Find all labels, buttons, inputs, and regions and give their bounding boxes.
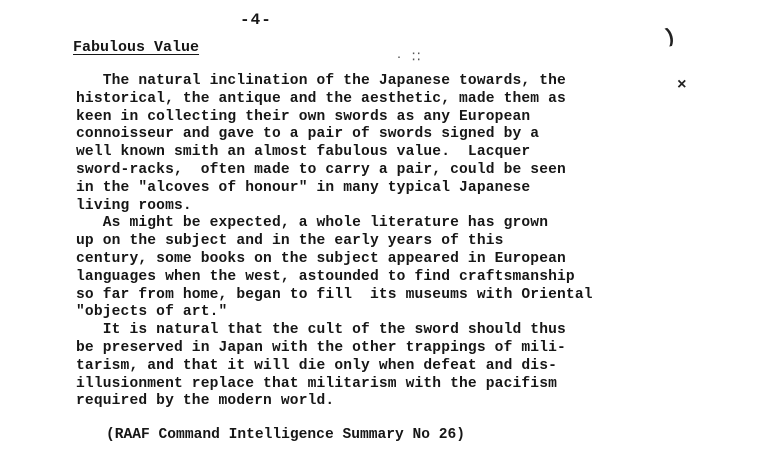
text-line: century, some books on the subject appeared in European (76, 250, 566, 267)
text-line: living rooms. (76, 197, 192, 214)
text-line: illusionment replace that militarism with the pacifism (76, 375, 558, 392)
margin-mark: × (677, 76, 687, 94)
body-text (76, 73, 676, 411)
text-line: well known smith an almost fabulous value. Lacquer (76, 144, 531, 161)
text-line: "objects of art." (76, 304, 228, 321)
page-number: -4- (240, 11, 272, 29)
text-line: so far from home, began to fill its museums with Oriental (76, 286, 593, 303)
text-line: up on the subject and in the early years of this (76, 233, 504, 250)
text-line: historical, the antique and the aesthetic, made them as (76, 90, 566, 107)
section-heading: Fabulous Value (73, 39, 200, 56)
text-line: in the "alcoves of honour" in many typical Japanese (76, 179, 531, 196)
text-line: languages when the west, astounded to find craftsmanship (76, 268, 575, 285)
source-citation: (RAAF Command Intelligence Summary No 26) (106, 427, 466, 443)
margin-mark: ) (661, 24, 679, 51)
text-line: sword-racks, often made to carry a pair, could be seen (76, 161, 566, 178)
text-line: be preserved in Japan with the other trappings of mili- (76, 339, 566, 356)
text-line: keen in collecting their own swords as any European (76, 108, 531, 125)
text-line: connoisseur and gave to a pair of swords signed by a (76, 126, 540, 143)
text-line: It is natural that the cult of the sword should thus (76, 322, 566, 339)
text-line: As might be expected, a whole literature has grown (76, 215, 549, 232)
text-line: The natural inclination of the Japanese towards, the (76, 73, 566, 89)
text-line: required by the modern world. (76, 393, 335, 410)
stray-mark: · ⁚⁚ (396, 53, 423, 64)
text-line: tarism, and that it will die only when defeat and dis- (76, 357, 558, 374)
